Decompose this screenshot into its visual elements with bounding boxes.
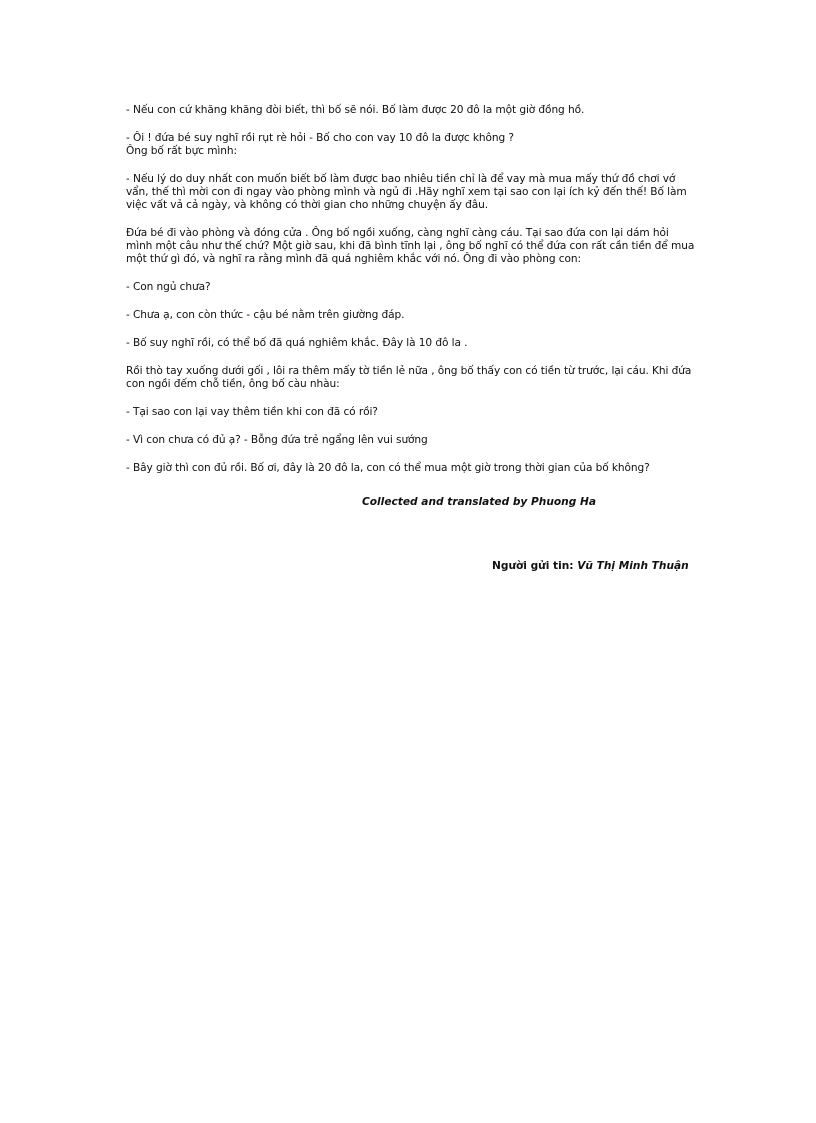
translator-credit: Collected and translated by Phuong Ha [362,496,596,508]
sender-name: Vũ Thị Minh Thuận [577,560,689,572]
paragraph-7: - Chưa ạ, con còn thức - cậu bé nằm trên giường đáp. [126,309,405,321]
paragraph-8: - Bố suy nghĩ rồi, có thể bố đã quá nghiêm khắc. Đây là 10 đô la . [126,337,468,349]
paragraph-3: Ông bố rất bực mình: [126,145,237,157]
paragraph-11: - Vì con chưa có đủ ạ? - Bỗng đứa trẻ ngẩng lên vui sướng [126,434,428,446]
paragraph-5: Đứa bé đi vào phòng và đóng cửa . Ông bố ngồi xuống, càng nghĩ càng cáu. Tại sao đứa con lại dám hỏi mình một câu như thế chứ? Một giờ sau, khi đã bình tĩnh lại , ông bố nghĩ có thể đứa con rất cần tiền để mua một thứ gì đó, và nghĩ ra rằng mình đã quá nghiêm khắc với nó. Ông đi vào phòng con: [126,227,695,265]
paragraph-2: - Ôi ! đứa bé suy nghĩ rồi rụt rè hỏi - Bố cho con vay 10 đô la được không ? [126,132,514,144]
sender-line [492,560,689,573]
paragraph-4: - Nếu lý do duy nhất con muốn biết bố làm được bao nhiêu tiền chỉ là để vay mà mua mấy thứ đồ chơi vớ vẩn, thế thì mời con đi ngay vào phòng mình và ngủ đi .Hãy nghĩ xem tại sao con lại ích kỷ đến thế! Bố làm việc vất vả cả ngày, và không có thời gian cho những chuyện ấy đâu. [126,173,687,211]
paragraph-10: - Tại sao con lại vay thêm tiền khi con đã có rồi? [126,406,378,418]
paragraph-12: - Bây giờ thì con đủ rồi. Bố ơi, đây là 20 đô la, con có thể mua một giờ trong thời gian của bố không? [126,462,650,474]
paragraph-1: - Nếu con cứ khăng khăng đòi biết, thì bố sẽ nói. Bố làm được 20 đô la một giờ đồng hồ. [126,104,585,116]
paragraph-9: Rồi thò tay xuống dưới gối , lôi ra thêm mấy tờ tiền lẻ nữa , ông bố thấy con có tiền từ trước, lại cáu. Khi đứa con ngồi đếm chỗ tiền, ông bố càu nhàu: [126,365,692,390]
story-body [126,104,696,490]
paragraph-6: - Con ngủ chưa? [126,281,211,293]
sender-label: Người gửi tin: [492,560,574,572]
